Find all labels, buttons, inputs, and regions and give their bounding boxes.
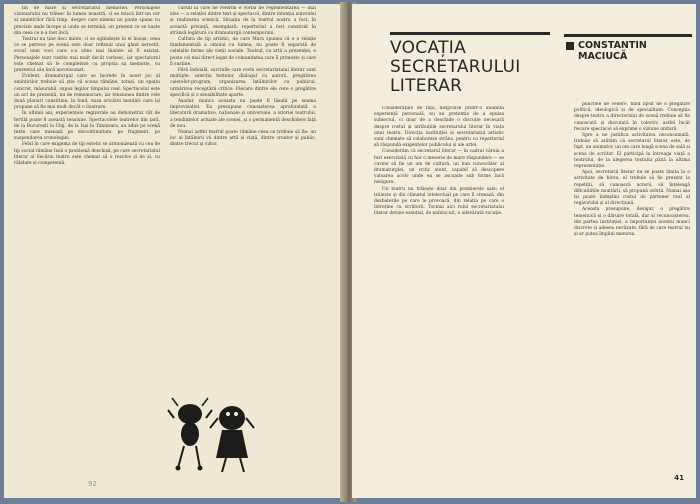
title-block xyxy=(390,32,550,94)
paragraph: Spre a ne justifica activitatea neconsumată, trebuie să arătăm că secretarul literar este, de fapt, un animator, un om care leagă scena de sală și scena de scriitor. El participă la întreaga viață a teatrului, de la alegerea textului până la ultima reprezentație. xyxy=(574,133,690,170)
paragraph: Evident, dramaturgul care se încrede în acest joc al amintirilor trebuie să știe că scena rămâne, totuși, un spațiu concret, măsurabil, supus legilor timpului real. Spectacolul este un act de prezență, nu de rememorare, iar tensiunea dintre cele două planuri constituie, în fond, miza oricărei montări care își propune să fie mai mult decât o ilustrare. xyxy=(14,74,160,111)
paragraph: Considerațiile de față, desprinse printr-o anumită experiență personală, nu au pretenția de a epuiza subiectul, ci doar de a deschide o discuție necesară despre rostul și atribuțiile secretarului literar în viața unui teatru. Direcția instituției și secretariatul artistic sunt chemate să colaboreze strâns, pentru ca repertoriul să răspundă exigențelor publicului și ale artei. xyxy=(374,106,504,149)
left-page-number: 92 xyxy=(88,480,97,488)
theatre-figures-icon xyxy=(164,388,260,476)
article-title: VOCAȚIA SECRETARULUI LITERAR xyxy=(390,38,521,96)
paragraph: Apoi, secretarul literar nu se poate limita la o activitate de birou; el trebuie să fie prezent la repetiții, să cunoască actorii, să înțeleagă dificultățile montării, să propună soluții. Numai așa își poate îndeplini rostul de partener real al regizorului și al direcțiunii. xyxy=(574,170,690,207)
left-text-column-1 xyxy=(14,6,160,492)
paragraph: Cultura de tip artistic, de care Marx spunea că e o relație fundamentală a omului cu lumea, nu poate fi separată de celelalte forme ale vieții sociale. Teatrul, ca artă a prezenței, e poate cel mai direct legat de comunitatea care îl primește și care îl susține. xyxy=(170,37,316,67)
paragraph: Fără îndoială, sarcinile care revin secretariatului literar sunt multiple: selecția textelor, dialogul cu autorii, pregătirea caietelor-program, organizarea întâlnirilor cu publicul, urmărirea receptării critice. Fiecare dintre ele cere o pregătire specifică și o sensibilitate aparte. xyxy=(170,68,316,98)
paragraph: țin de mare și secretariatul memoriei. Personajele vizionarului nu trăiesc în lumea noastră, ci se mișcă într-un cer al amintirilor fără timp, despre care nimeni nu poate spune cu precizie unde începe și unde se termină; un prezent ce se naște din ceea ce n-a fost încă. xyxy=(14,6,160,36)
paragraph: Teatrul nu ține deci minte, ci se oglindește în el însuși; ceea ce se petrece pe scenă este doar reflexul unui gând nerostit, ecoul unei voci care s-a stins mai înainte să fi existat. Personajele sunt rostite mai mult decât vorbesc, iar spectatorul este chemat să le completeze cu propria sa memorie, cu prezentul său încă neconsumat. xyxy=(14,37,160,74)
paragraph: Numai astfel teatrul poate rămâne ceea ce trebuie să fie: un loc al întâlnirii vii dintre artă și viață, dintre creator și public, dintre trecut și viitor. xyxy=(170,130,316,148)
right-text-column-1 xyxy=(374,106,504,492)
paragraph: În ultimii ani, experiențele regizorale au demonstrat cât de fertilă poate fi această tensiune. Spectacolele teatrelor din țară, de la București la Cluj, de la Iași la Timișoara, au adus pe scenă texte care mizează pe discontinuitate, pe fragment, pe suspendarea cronologiei. xyxy=(14,111,160,142)
paragraph: Așadar, munca aceasta nu poate fi lăsată pe seama improvizației. Ea presupune cunoașterea aprofundată a literaturii dramatice, naționale și universale, a istoriei teatrului, a tendințelor actuale ale scenei, și o permanentă deschidere față de nou. xyxy=(170,99,316,129)
paragraph: Aceasta presupune, desigur, o pregătire temeinică și o dăruire totală, dar și recunoașterea, din partea instituției, a importanței acestei munci discrete și adesea nevăzute, fără de care teatrul nu și-ar putea împlini menirea. xyxy=(574,207,690,238)
paragraph: cursul la care ne referim e vorba de reglementarea — mai ales — a relației dintre text și spectacol, dintre intenția autorului și realizarea scenică. Situația de la teatrul nostru a fost, în această privință, exemplară: repertoriul a fost construit în strânsă legătură cu dramaturgii contemporani. xyxy=(170,6,316,36)
square-bullet-icon xyxy=(566,42,574,50)
article-author xyxy=(564,37,692,62)
author-block xyxy=(564,34,692,68)
paragraph: Felul în care exigența de tip estetic se armonizează cu cea de tip social rămâne însă o problemă deschisă, pe care secretariatul literar al fiecărui teatru este chemat să o rezolve zi de zi, cu răbdare și competență. xyxy=(14,142,160,167)
right-text-column-2 xyxy=(574,102,690,492)
paragraph: Un teatru nu trăiește doar din premierele sale; el trăiește și din climatul intelectual pe care îl creează, din dezbaterile pe care le provoacă, din relația pe care o întreține cu scriitorii. Tocmai aici rolul secretariatului literar devine esențial, de neînlocuit, o adevărată vocație. xyxy=(374,186,504,217)
paragraph: Considerăm că secretarul literar — în cadrul căruia a fost exercitată cu har o meserie de mare răspundere — se cuvine să fie un om de cultură, un bun cunoscător al dramaturgiei, un critic atent, capabil să descopere valoarea acolo unde ea se ascunde sub forme încă nesigure. xyxy=(374,149,504,186)
right-page-number: 41 xyxy=(674,474,684,482)
author-name: CONSTANTIN MACIUCĂ xyxy=(578,40,647,62)
right-page xyxy=(352,4,696,498)
paragraph: punctele de vedere, fiind lipsit de o pregătire politică, ideologică și de specialitate. Concepția despre teatru a directorului de scenă trebuie să fie cunoscută și discutată în colectiv, astfel încât fiecare spectacol să exprime o viziune unitară. xyxy=(574,102,690,132)
